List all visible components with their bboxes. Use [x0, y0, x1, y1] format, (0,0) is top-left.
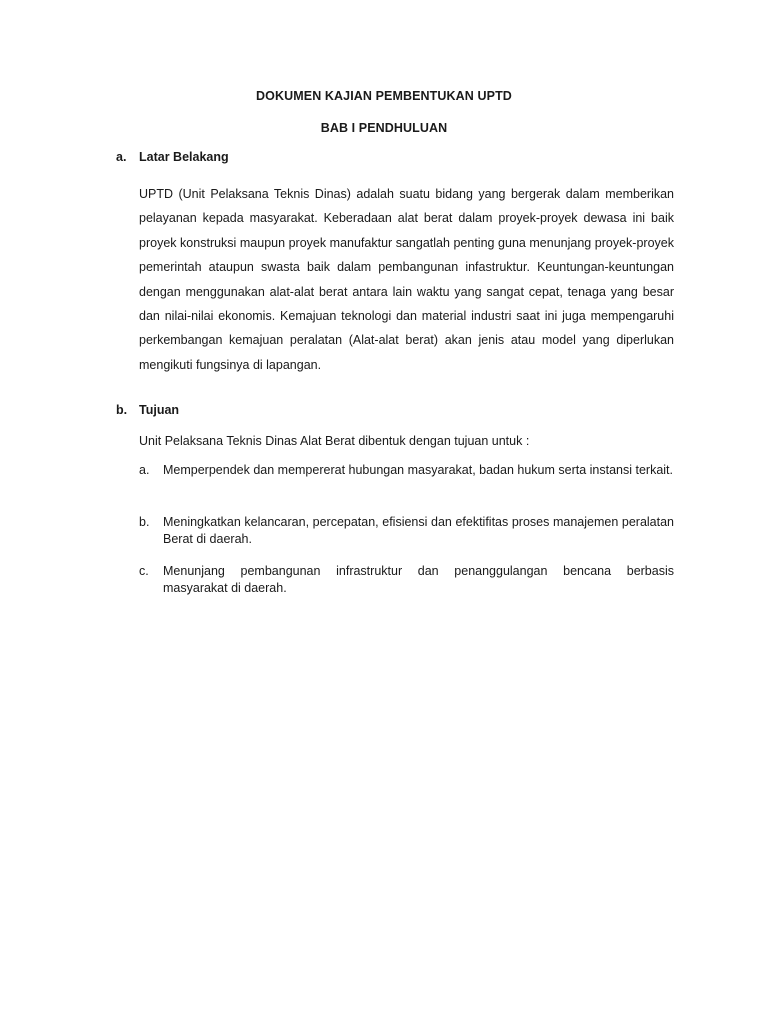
section-heading-latar-belakang: [116, 150, 229, 164]
list-item: [139, 462, 674, 479]
document-title: DOKUMEN KAJIAN PEMBENTUKAN UPTD: [256, 89, 512, 103]
background-paragraph: UPTD (Unit Pelaksana Teknis Dinas) adalah suatu bidang yang bergerak dalam memberikan pelayanan kepada masyarakat. Keberadaan alat berat dalam proyek-proyek dewasa ini baik proyek konstruksi maupun proyek manufaktur sangatlah penting guna menunjang proyek-proyek pemerintah ataupun swasta baik dalam pembangunan infastruktur. Keuntungan-keuntungan dengan menggunakan alat-alat berat antara lain waktu yang sangat cepat, tenaga yang besar dan nilai-nilai ekonomis. Kemajuan teknologi dan material industri saat ini juga mempengaruhi perkembangan kemajuan peralatan (Alat-alat berat) akan jenis atau model yang diperlukan mengikuti fungsinya di lapangan.: [139, 187, 674, 372]
purpose-intro: Unit Pelaksana Teknis Dinas Alat Berat dibentuk dengan tujuan untuk :: [139, 434, 530, 448]
section-marker: b.: [116, 403, 128, 417]
list-item-text: Meningkatkan kelancaran, percepatan, efisiensi dan efektifitas proses manajemen peralatan Berat di daerah.: [163, 515, 674, 546]
list-item-text: [163, 563, 674, 597]
list-item-text-line-2: masyarakat di daerah.: [163, 581, 287, 595]
list-item-marker: a.: [139, 463, 150, 477]
list-item-text: Memperpendek dan mempererat hubungan masyarakat, badan hukum serta instansi terkait.: [163, 463, 674, 477]
section-heading-tujuan: [116, 403, 179, 417]
list-item-text-line-1: Menunjang pembangunan infrastruktur dan penanggulangan bencana berbasis: [163, 564, 674, 578]
section-marker: a.: [116, 150, 127, 164]
list-item: [139, 514, 674, 548]
chapter-title: BAB I PENDHULUAN: [320, 121, 448, 135]
list-item: [139, 563, 674, 597]
list-item-marker: b.: [139, 515, 150, 529]
list-item-marker: c.: [139, 564, 149, 578]
section-heading-text: Latar Belakang: [139, 150, 229, 164]
section-heading-text: Tujuan: [139, 403, 180, 417]
